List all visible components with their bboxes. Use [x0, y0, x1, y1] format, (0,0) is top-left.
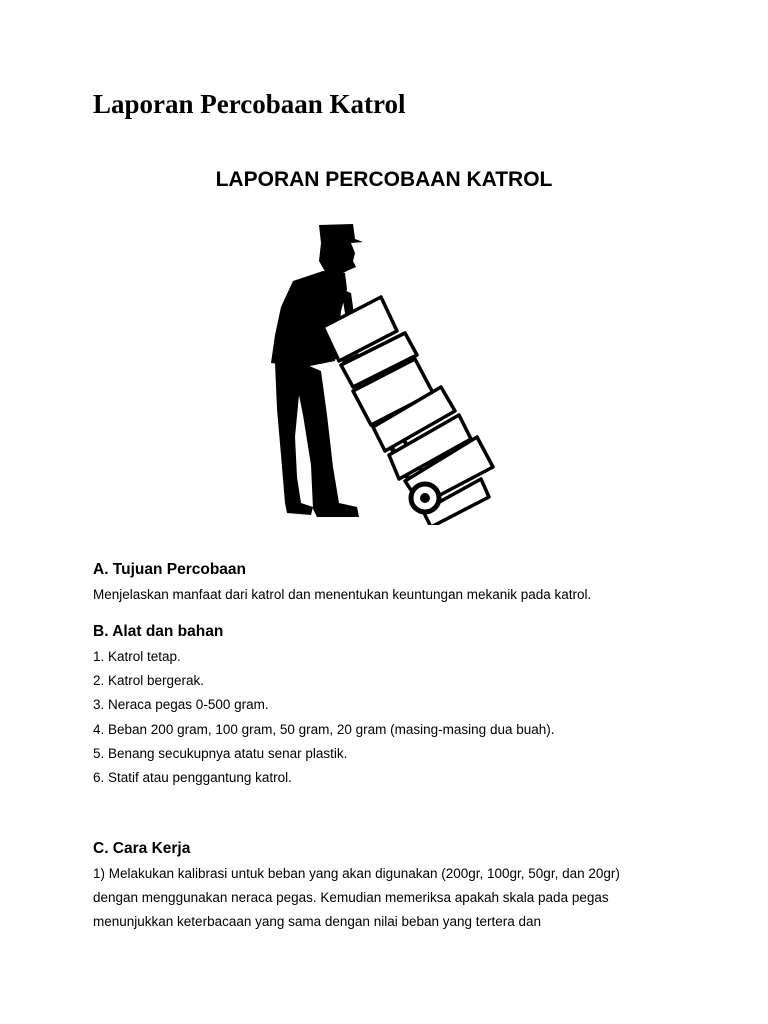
- procedure-paragraph: [93, 864, 693, 936]
- section-a-text: Menjelaskan manfaat dari katrol dan menentukan keuntungan mekanik pada katrol.: [93, 587, 592, 602]
- worker-hand-truck-icon: [255, 215, 515, 525]
- paragraph-line: 1) Melakukan kalibrasi untuk beban yang akan digunakan (200gr, 100gr, 50gr, dan 20gr): [93, 866, 620, 881]
- list-item: 5. Benang secukupnya atatu senar plastik.: [93, 745, 348, 761]
- section-c-heading: C. Cara Kerja: [93, 840, 191, 857]
- paragraph-line: menunjukkan keterbacaan yang sama dengan nilai beban yang tertera dan: [93, 914, 542, 929]
- equipment-list: [93, 647, 555, 792]
- list-item: 6. Statif atau penggantung katrol.: [93, 769, 292, 785]
- list-item: 2. Katrol bergerak.: [93, 673, 205, 689]
- list-item: 3. Neraca pegas 0-500 gram.: [93, 697, 269, 713]
- section-b-heading: B. Alat dan bahan: [93, 623, 224, 640]
- document-title: Laporan Percobaan Katrol: [93, 89, 406, 119]
- report-heading: LAPORAN PERCOBAAN KATROL: [215, 168, 553, 191]
- section-a-heading: A. Tujuan Percobaan: [93, 561, 247, 578]
- list-item: 1. Katrol tetap.: [93, 649, 181, 664]
- paragraph-line: dengan menggunakan neraca pegas. Kemudian memeriksa apakah skala pada pegas: [93, 890, 609, 905]
- list-item: 4. Beban 200 gram, 100 gram, 50 gram, 20 gram (masing-masing dua buah).: [93, 721, 555, 737]
